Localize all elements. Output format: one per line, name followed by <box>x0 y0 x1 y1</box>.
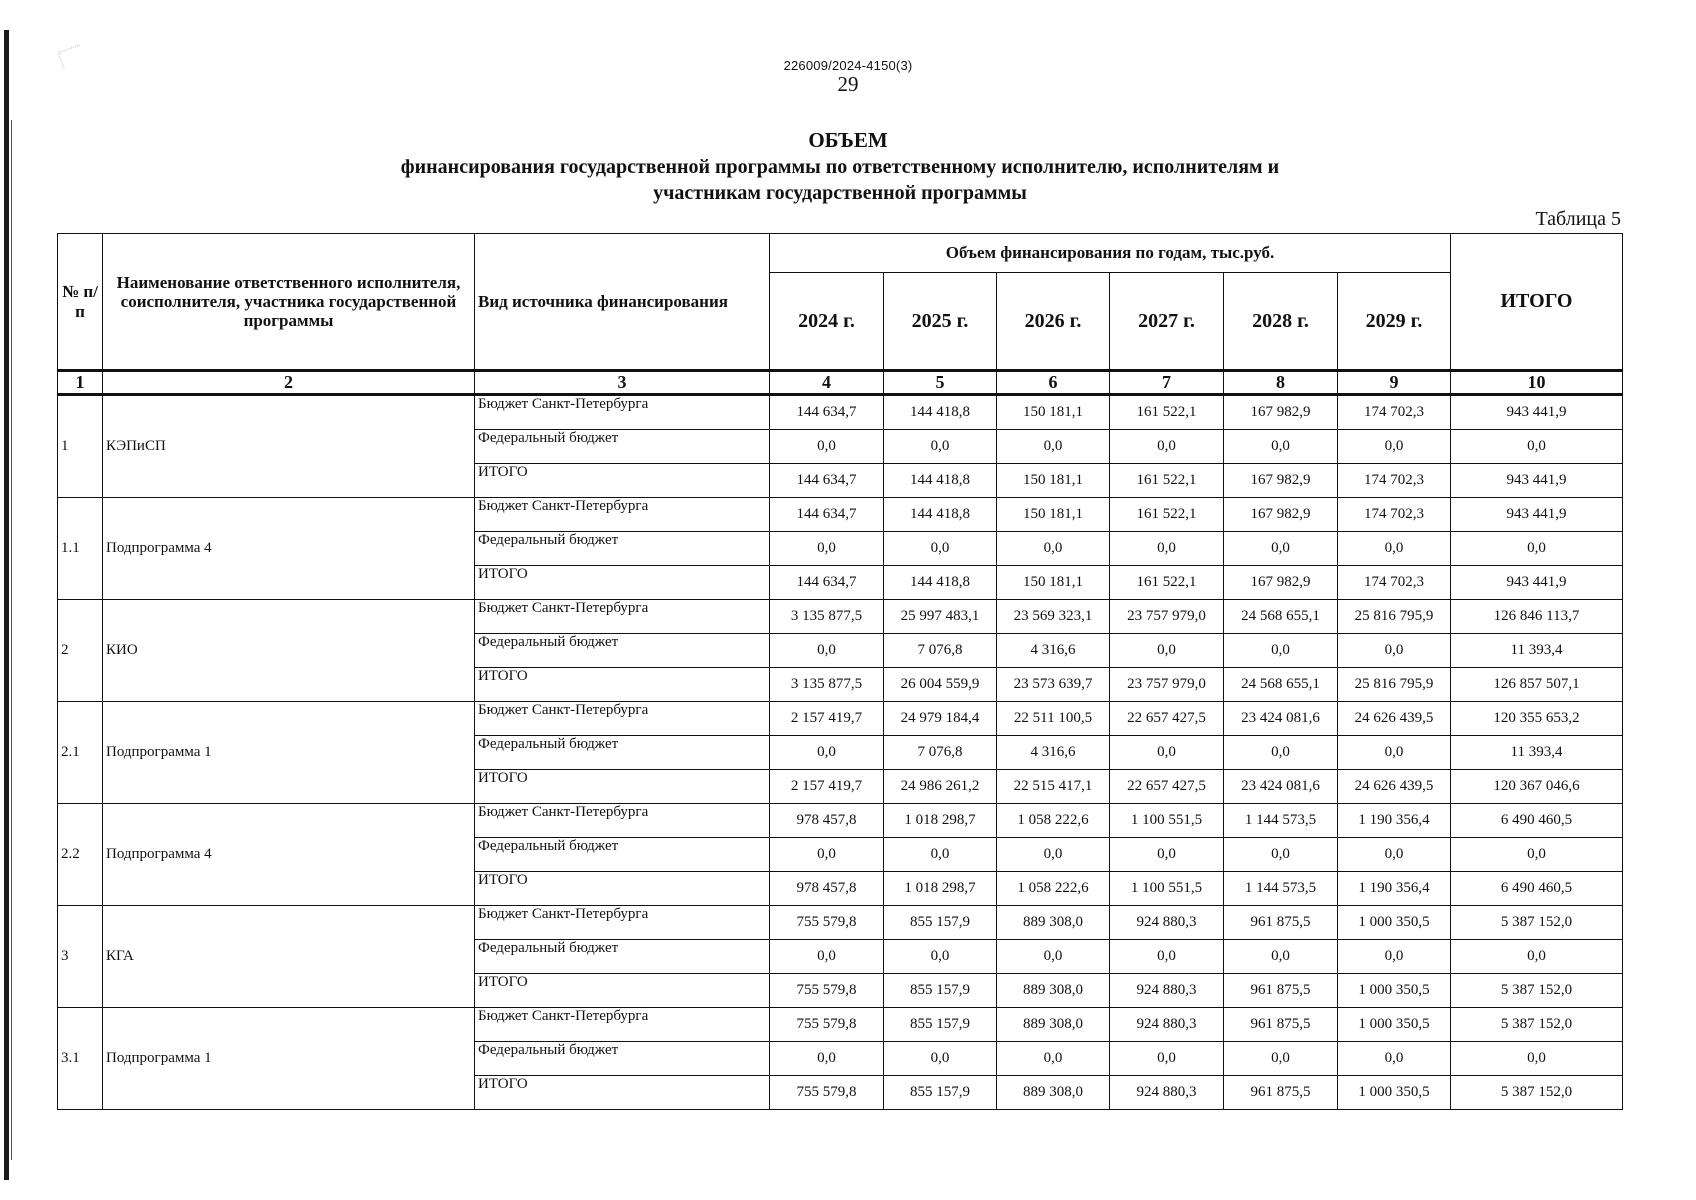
row-total: 943 441,9 <box>1451 566 1623 600</box>
year-value: 755 579,8 <box>770 1076 884 1110</box>
row-total: 0,0 <box>1451 1042 1623 1076</box>
year-value: 167 982,9 <box>1224 395 1338 430</box>
funding-source: Федеральный бюджет <box>475 1042 770 1076</box>
year-value: 0,0 <box>1338 430 1451 464</box>
year-value: 924 880,3 <box>1110 1008 1224 1042</box>
funding-source: ИТОГО <box>475 974 770 1008</box>
year-value: 1 018 298,7 <box>884 872 997 906</box>
funding-source: ИТОГО <box>475 1076 770 1110</box>
year-value: 167 982,9 <box>1224 498 1338 532</box>
year-value: 161 522,1 <box>1110 464 1224 498</box>
year-value: 3 135 877,5 <box>770 668 884 702</box>
row-total: 0,0 <box>1451 532 1623 566</box>
year-value: 144 634,7 <box>770 566 884 600</box>
scan-binding-line <box>11 120 12 1160</box>
funding-source: ИТОГО <box>475 464 770 498</box>
year-value: 26 004 559,9 <box>884 668 997 702</box>
funding-source: Бюджет Санкт-Петербурга <box>475 395 770 430</box>
funding-source: Бюджет Санкт-Петербурга <box>475 1008 770 1042</box>
header-year: 2024 г. <box>770 273 884 371</box>
year-value: 924 880,3 <box>1110 974 1224 1008</box>
year-value: 144 418,8 <box>884 395 997 430</box>
table-row <box>58 1008 1623 1042</box>
year-value: 855 157,9 <box>884 1076 997 1110</box>
year-value: 0,0 <box>884 1042 997 1076</box>
year-value: 855 157,9 <box>884 974 997 1008</box>
year-value: 0,0 <box>1224 634 1338 668</box>
funding-source: Бюджет Санкт-Петербурга <box>475 498 770 532</box>
table-row <box>58 702 1623 736</box>
year-value: 755 579,8 <box>770 906 884 940</box>
year-value: 144 634,7 <box>770 464 884 498</box>
year-value: 0,0 <box>884 940 997 974</box>
column-number: 8 <box>1224 371 1338 395</box>
row-total: 0,0 <box>1451 430 1623 464</box>
year-value: 144 634,7 <box>770 498 884 532</box>
row-total: 5 387 152,0 <box>1451 1008 1623 1042</box>
year-value: 150 181,1 <box>997 566 1110 600</box>
funding-source: ИТОГО <box>475 566 770 600</box>
column-number: 1 <box>58 371 103 395</box>
year-value: 24 626 439,5 <box>1338 770 1451 804</box>
year-value: 0,0 <box>1338 940 1451 974</box>
year-value: 1 058 222,6 <box>997 872 1110 906</box>
year-value: 25 997 483,1 <box>884 600 997 634</box>
year-value: 1 100 551,5 <box>1110 804 1224 838</box>
column-numbers-row <box>58 371 1623 395</box>
year-value: 1 100 551,5 <box>1110 872 1224 906</box>
year-value: 144 418,8 <box>884 464 997 498</box>
column-number: 9 <box>1338 371 1451 395</box>
row-total: 126 857 507,1 <box>1451 668 1623 702</box>
funding-source: Федеральный бюджет <box>475 940 770 974</box>
column-number: 10 <box>1451 371 1623 395</box>
year-value: 1 000 350,5 <box>1338 1076 1451 1110</box>
row-number: 1 <box>58 395 103 498</box>
column-number: 4 <box>770 371 884 395</box>
row-total: 11 393,4 <box>1451 634 1623 668</box>
year-value: 22 511 100,5 <box>997 702 1110 736</box>
row-total: 120 355 653,2 <box>1451 702 1623 736</box>
year-value: 161 522,1 <box>1110 566 1224 600</box>
year-value: 1 000 350,5 <box>1338 906 1451 940</box>
year-value: 7 076,8 <box>884 736 997 770</box>
executor-name: КГА <box>103 906 475 1008</box>
year-value: 0,0 <box>1110 940 1224 974</box>
year-value: 0,0 <box>997 940 1110 974</box>
year-value: 144 418,8 <box>884 498 997 532</box>
year-value: 24 986 261,2 <box>884 770 997 804</box>
year-value: 1 000 350,5 <box>1338 1008 1451 1042</box>
year-value: 161 522,1 <box>1110 498 1224 532</box>
year-value: 24 979 184,4 <box>884 702 997 736</box>
header-year: 2029 г. <box>1338 273 1451 371</box>
year-value: 1 190 356,4 <box>1338 804 1451 838</box>
year-value: 978 457,8 <box>770 804 884 838</box>
table-row <box>58 498 1623 532</box>
year-value: 150 181,1 <box>997 395 1110 430</box>
header-year: 2026 г. <box>997 273 1110 371</box>
year-value: 22 657 427,5 <box>1110 702 1224 736</box>
row-total: 6 490 460,5 <box>1451 804 1623 838</box>
funding-source: Федеральный бюджет <box>475 430 770 464</box>
column-number: 2 <box>103 371 475 395</box>
row-total: 0,0 <box>1451 838 1623 872</box>
year-value: 0,0 <box>1110 736 1224 770</box>
row-total: 5 387 152,0 <box>1451 974 1623 1008</box>
funding-source: Федеральный бюджет <box>475 838 770 872</box>
year-value: 889 308,0 <box>997 1076 1110 1110</box>
table-row <box>58 600 1623 634</box>
table-label: Таблица 5 <box>1535 208 1621 230</box>
year-value: 0,0 <box>1338 736 1451 770</box>
year-value: 1 144 573,5 <box>1224 804 1338 838</box>
registration-number: 226009/2024-4150(3) <box>783 58 913 73</box>
row-total: 943 441,9 <box>1451 498 1623 532</box>
year-value: 0,0 <box>770 838 884 872</box>
year-value: 755 579,8 <box>770 1008 884 1042</box>
year-value: 0,0 <box>1338 532 1451 566</box>
funding-source: Бюджет Санкт-Петербурга <box>475 600 770 634</box>
executor-name: Подпрограмма 1 <box>103 1008 475 1110</box>
funding-source: Федеральный бюджет <box>475 634 770 668</box>
year-value: 174 702,3 <box>1338 464 1451 498</box>
header-name: Наименование ответственного исполнителя, соисполнителя, участника государственной программы <box>103 234 475 371</box>
year-value: 0,0 <box>770 532 884 566</box>
row-number: 1.1 <box>58 498 103 600</box>
funding-source: ИТОГО <box>475 668 770 702</box>
year-value: 1 144 573,5 <box>1224 872 1338 906</box>
year-value: 0,0 <box>1110 532 1224 566</box>
funding-source: Бюджет Санкт-Петербурга <box>475 702 770 736</box>
row-number: 2.2 <box>58 804 103 906</box>
year-value: 22 657 427,5 <box>1110 770 1224 804</box>
year-value: 961 875,5 <box>1224 1008 1338 1042</box>
year-value: 161 522,1 <box>1110 395 1224 430</box>
row-total: 5 387 152,0 <box>1451 1076 1623 1110</box>
year-value: 1 190 356,4 <box>1338 872 1451 906</box>
executor-name: КЭПиСП <box>103 395 475 498</box>
year-value: 0,0 <box>770 940 884 974</box>
funding-source: Бюджет Санкт-Петербурга <box>475 906 770 940</box>
year-value: 174 702,3 <box>1338 566 1451 600</box>
year-value: 174 702,3 <box>1338 498 1451 532</box>
year-value: 889 308,0 <box>997 1008 1110 1042</box>
executor-name: Подпрограмма 4 <box>103 498 475 600</box>
year-value: 0,0 <box>884 430 997 464</box>
year-value: 0,0 <box>1338 634 1451 668</box>
year-value: 961 875,5 <box>1224 906 1338 940</box>
year-value: 23 573 639,7 <box>997 668 1110 702</box>
column-number: 3 <box>475 371 770 395</box>
year-value: 0,0 <box>1224 430 1338 464</box>
year-value: 0,0 <box>770 1042 884 1076</box>
year-value: 0,0 <box>1224 736 1338 770</box>
year-value: 889 308,0 <box>997 906 1110 940</box>
table-row <box>58 804 1623 838</box>
document-subtitle: финансирования государственной программы по ответственному исполнителю, исполнителям и участникам государственной программы <box>400 156 1280 204</box>
year-value: 144 418,8 <box>884 566 997 600</box>
year-value: 0,0 <box>1110 838 1224 872</box>
header-year: 2027 г. <box>1110 273 1224 371</box>
year-value: 0,0 <box>770 736 884 770</box>
year-value: 855 157,9 <box>884 1008 997 1042</box>
row-total: 6 490 460,5 <box>1451 872 1623 906</box>
row-number: 2 <box>58 600 103 702</box>
year-value: 961 875,5 <box>1224 1076 1338 1110</box>
year-value: 25 816 795,9 <box>1338 600 1451 634</box>
year-value: 24 568 655,1 <box>1224 600 1338 634</box>
year-value: 0,0 <box>997 430 1110 464</box>
year-value: 24 626 439,5 <box>1338 702 1451 736</box>
executor-name: Подпрограмма 1 <box>103 702 475 804</box>
year-value: 4 316,6 <box>997 634 1110 668</box>
year-value: 23 424 081,6 <box>1224 770 1338 804</box>
year-value: 23 424 081,6 <box>1224 702 1338 736</box>
table-body <box>58 395 1623 1110</box>
header-year: 2028 г. <box>1224 273 1338 371</box>
header-total: ИТОГО <box>1451 234 1623 371</box>
year-value: 0,0 <box>997 532 1110 566</box>
table-row <box>58 395 1623 430</box>
row-total: 943 441,9 <box>1451 395 1623 430</box>
year-value: 0,0 <box>997 838 1110 872</box>
year-value: 0,0 <box>1110 634 1224 668</box>
column-number: 7 <box>1110 371 1224 395</box>
year-value: 23 757 979,0 <box>1110 668 1224 702</box>
funding-source: ИТОГО <box>475 872 770 906</box>
header-source: Вид источника финансирования <box>475 234 770 371</box>
year-value: 0,0 <box>1224 1042 1338 1076</box>
row-number: 2.1 <box>58 702 103 804</box>
year-value: 150 181,1 <box>997 498 1110 532</box>
year-value: 0,0 <box>1110 430 1224 464</box>
year-value: 855 157,9 <box>884 906 997 940</box>
executor-name: Подпрограмма 4 <box>103 804 475 906</box>
header-volume: Объем финансирования по годам, тыс.руб. <box>770 234 1451 273</box>
year-value: 0,0 <box>1338 838 1451 872</box>
year-value: 889 308,0 <box>997 974 1110 1008</box>
row-total: 126 846 113,7 <box>1451 600 1623 634</box>
row-total: 5 387 152,0 <box>1451 906 1623 940</box>
year-value: 2 157 419,7 <box>770 770 884 804</box>
year-value: 1 000 350,5 <box>1338 974 1451 1008</box>
year-value: 0,0 <box>1110 1042 1224 1076</box>
row-number: 3.1 <box>58 1008 103 1110</box>
header-year: 2025 г. <box>884 273 997 371</box>
year-value: 978 457,8 <box>770 872 884 906</box>
year-value: 2 157 419,7 <box>770 702 884 736</box>
year-value: 25 816 795,9 <box>1338 668 1451 702</box>
year-value: 0,0 <box>1224 940 1338 974</box>
header-num: № п/п <box>58 234 103 371</box>
year-value: 0,0 <box>770 430 884 464</box>
financing-table <box>57 233 1623 1110</box>
row-total: 0,0 <box>1451 940 1623 974</box>
column-number: 5 <box>884 371 997 395</box>
year-value: 22 515 417,1 <box>997 770 1110 804</box>
scan-binding-edge <box>4 30 9 1180</box>
year-value: 3 135 877,5 <box>770 600 884 634</box>
year-value: 0,0 <box>770 634 884 668</box>
row-total: 120 367 046,6 <box>1451 770 1623 804</box>
year-value: 150 181,1 <box>997 464 1110 498</box>
year-value: 0,0 <box>884 838 997 872</box>
year-value: 1 018 298,7 <box>884 804 997 838</box>
year-value: 755 579,8 <box>770 974 884 1008</box>
executor-name: КИО <box>103 600 475 702</box>
row-number: 3 <box>58 906 103 1008</box>
year-value: 167 982,9 <box>1224 464 1338 498</box>
year-value: 24 568 655,1 <box>1224 668 1338 702</box>
year-value: 0,0 <box>1224 532 1338 566</box>
year-value: 924 880,3 <box>1110 1076 1224 1110</box>
funding-source: ИТОГО <box>475 770 770 804</box>
year-value: 1 058 222,6 <box>997 804 1110 838</box>
year-value: 961 875,5 <box>1224 974 1338 1008</box>
year-value: 167 982,9 <box>1224 566 1338 600</box>
year-value: 0,0 <box>997 1042 1110 1076</box>
funding-source: Федеральный бюджет <box>475 736 770 770</box>
year-value: 0,0 <box>1224 838 1338 872</box>
year-value: 23 569 323,1 <box>997 600 1110 634</box>
table-row <box>58 906 1623 940</box>
year-value: 0,0 <box>1338 1042 1451 1076</box>
row-total: 11 393,4 <box>1451 736 1623 770</box>
year-value: 0,0 <box>884 532 997 566</box>
funding-source: Федеральный бюджет <box>475 532 770 566</box>
year-value: 4 316,6 <box>997 736 1110 770</box>
funding-source: Бюджет Санкт-Петербурга <box>475 804 770 838</box>
year-value: 23 757 979,0 <box>1110 600 1224 634</box>
year-value: 7 076,8 <box>884 634 997 668</box>
column-number: 6 <box>997 371 1110 395</box>
page-number: 29 <box>837 72 859 96</box>
year-value: 924 880,3 <box>1110 906 1224 940</box>
year-value: 174 702,3 <box>1338 395 1451 430</box>
year-value: 144 634,7 <box>770 395 884 430</box>
document-title: ОБЪЕМ <box>808 128 888 152</box>
row-total: 943 441,9 <box>1451 464 1623 498</box>
